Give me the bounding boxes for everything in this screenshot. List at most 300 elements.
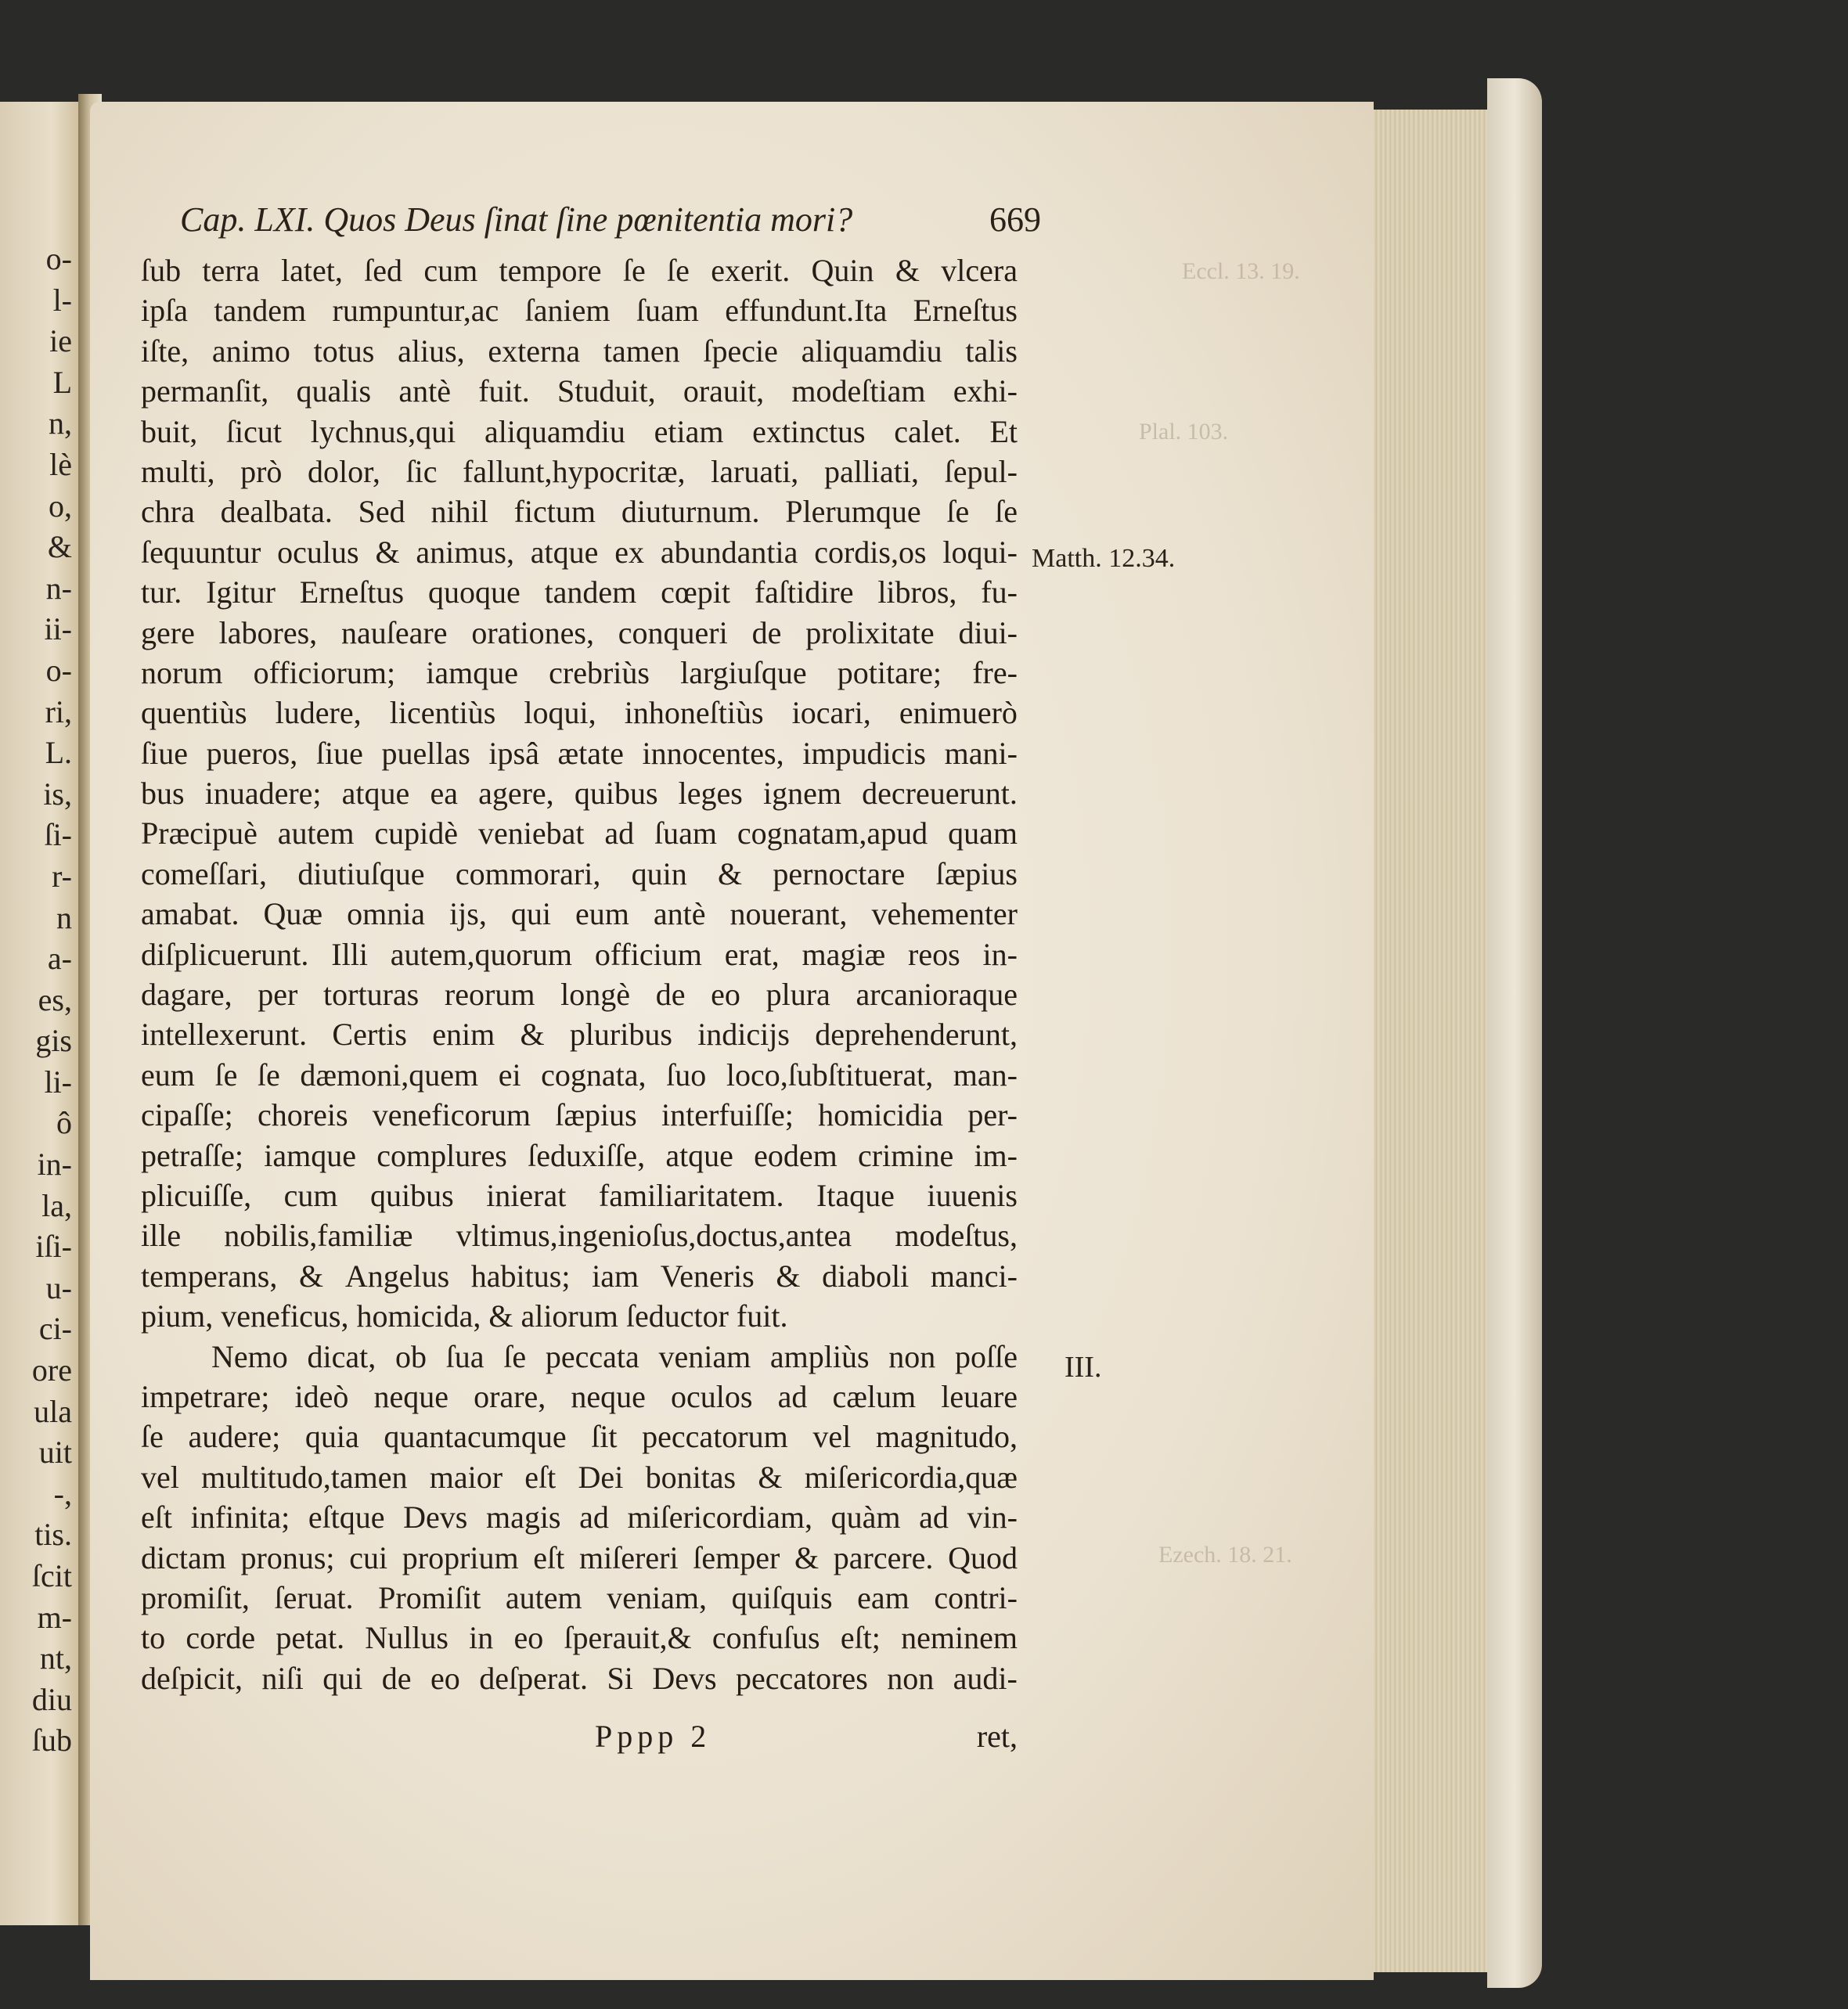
facing-page-fragment: L. xyxy=(45,735,72,771)
word: eſtque xyxy=(308,1500,385,1536)
word: neminem xyxy=(901,1620,1018,1656)
word: inhoneſtiùs xyxy=(624,695,764,731)
word: diaboli xyxy=(822,1258,910,1294)
word: diui- xyxy=(958,614,1018,650)
word: & xyxy=(794,1539,820,1575)
word: ſpecie xyxy=(703,333,778,369)
word: modeſtus, xyxy=(895,1218,1018,1254)
word: prò xyxy=(240,453,283,489)
word: cui xyxy=(349,1539,388,1575)
text-line xyxy=(141,974,1018,1014)
facing-page-fragment: nt, xyxy=(39,1640,72,1676)
word: permanſit, xyxy=(141,373,269,409)
word: ampliùs xyxy=(769,1338,870,1374)
facing-page-fragment: ſcit xyxy=(31,1558,72,1593)
word: ſicut xyxy=(225,413,283,449)
facing-page-fragment: is, xyxy=(43,776,72,812)
word: eſt; xyxy=(840,1620,881,1656)
signature-mark: Pppp 2 xyxy=(595,1719,711,1754)
word: veniebat xyxy=(477,815,585,851)
text-line xyxy=(141,572,1018,612)
word: ei xyxy=(498,1057,521,1093)
word: externa xyxy=(488,333,581,369)
word: rumpuntur,ac xyxy=(332,293,499,329)
word: orare, xyxy=(474,1378,546,1414)
word: quam xyxy=(948,815,1018,851)
word: ſe xyxy=(503,1338,527,1374)
word: Illi xyxy=(331,936,368,972)
word: terra xyxy=(202,253,260,288)
word: ſaniem xyxy=(524,293,611,329)
word: atque xyxy=(341,776,410,812)
word: antè xyxy=(398,373,451,409)
text-line xyxy=(141,1497,1018,1537)
word: confuſus xyxy=(711,1620,820,1656)
word: quantacumque xyxy=(384,1419,567,1455)
word: ipſa xyxy=(141,293,188,329)
word: autem xyxy=(505,1579,582,1615)
word: magis xyxy=(485,1500,561,1536)
text-line xyxy=(141,1417,1018,1456)
word: oculus xyxy=(277,534,359,570)
word: fu- xyxy=(981,574,1018,610)
facing-page-fragment: li- xyxy=(44,1064,72,1100)
word: Et xyxy=(989,413,1018,449)
word: ſeduxiſſe, xyxy=(528,1137,646,1173)
word: prolixitate xyxy=(805,614,935,650)
facing-page-fragment: in- xyxy=(37,1147,72,1183)
page-footer xyxy=(595,1718,1018,1765)
word: iuuenis xyxy=(927,1177,1018,1213)
word: multitudo,tamen xyxy=(201,1459,408,1495)
word: cognatam,apud xyxy=(737,815,928,851)
word: decreuerunt. xyxy=(862,776,1018,812)
word: Præcipuè xyxy=(141,815,258,851)
word: dictam xyxy=(141,1539,226,1575)
word: largiuſque xyxy=(680,654,807,690)
facing-page-fragment: es, xyxy=(38,981,72,1017)
word: audi- xyxy=(953,1660,1018,1696)
word: Angelus xyxy=(344,1258,450,1294)
word: petat. xyxy=(276,1620,345,1656)
text-line xyxy=(141,813,1018,853)
word: ſæpius xyxy=(935,855,1018,891)
word: inuadere; xyxy=(204,776,322,812)
word: magnitudo, xyxy=(875,1419,1018,1455)
word: iſte, xyxy=(141,333,189,369)
word: diſplicuerunt. xyxy=(141,936,309,972)
word: eodem xyxy=(754,1137,838,1173)
word: veniam xyxy=(658,1338,751,1374)
word: cœpit xyxy=(661,574,731,610)
word: officium xyxy=(594,936,702,972)
word: veneficorum xyxy=(372,1097,531,1133)
word: & xyxy=(758,1459,783,1495)
word: interfuiſſe; xyxy=(661,1097,794,1133)
word: dæmoni,quem xyxy=(300,1057,479,1093)
word: ipsâ xyxy=(488,735,539,771)
facing-page-fragment: iſi- xyxy=(35,1229,72,1265)
word: cordis,os xyxy=(814,534,927,570)
word: cupidè xyxy=(374,815,459,851)
word: agere, xyxy=(478,776,554,812)
word: pernoctare xyxy=(773,855,906,891)
word: torturas xyxy=(323,977,420,1013)
word: ſe xyxy=(214,1057,238,1093)
text-line xyxy=(141,1538,1018,1578)
word: cælum xyxy=(832,1378,917,1414)
word: Erneſtus xyxy=(299,574,405,610)
facing-page-fragment: ore xyxy=(31,1352,72,1388)
word: & xyxy=(375,534,400,570)
word: nouerant, xyxy=(729,896,848,932)
facing-page-fragment: ô xyxy=(56,1105,72,1141)
word: niſi xyxy=(261,1660,304,1696)
word: quia xyxy=(304,1419,359,1455)
word: faſtidire xyxy=(754,574,854,610)
word: ſequuntur xyxy=(141,534,261,570)
text-line xyxy=(141,1658,1018,1698)
word: etiam xyxy=(654,413,724,449)
word: quin xyxy=(631,855,687,891)
text-line xyxy=(141,934,1018,974)
facing-page-fragment: L xyxy=(52,364,72,400)
faint-margin-note: Ezech. 18. 21. xyxy=(1158,1542,1292,1568)
word: alius, xyxy=(398,333,465,369)
word: multi, xyxy=(141,453,215,489)
word: deſperat. xyxy=(479,1660,589,1696)
word: proprium xyxy=(402,1539,519,1575)
word: dicat, xyxy=(307,1338,376,1374)
word: quibus xyxy=(574,776,658,812)
word: loco,ſubſtituerat, xyxy=(726,1057,934,1093)
word: neque xyxy=(571,1378,646,1414)
word: vel xyxy=(812,1419,852,1455)
word: animus, xyxy=(416,534,514,570)
word: in xyxy=(469,1620,494,1656)
word: quiſquis xyxy=(731,1579,833,1615)
word: iam xyxy=(592,1258,639,1294)
word: Sed xyxy=(358,494,405,530)
word: totus xyxy=(313,333,375,369)
word: Itaque xyxy=(816,1177,895,1213)
word: effundunt.Ita xyxy=(725,293,888,329)
faint-margin-note: Plal. 103. xyxy=(1139,419,1229,445)
facing-page-edge xyxy=(0,102,86,1925)
word: petraſſe; xyxy=(141,1137,244,1173)
word: autem,quorum xyxy=(390,936,572,972)
word: & xyxy=(520,1017,545,1053)
word: reos xyxy=(908,936,960,972)
facing-page-fragment: a- xyxy=(47,941,72,977)
word: ad xyxy=(777,1378,808,1414)
word: cognata, xyxy=(541,1057,647,1093)
page-block-edges xyxy=(1362,110,1508,1972)
word: innocentes, xyxy=(642,735,784,771)
word: audere; xyxy=(188,1419,281,1455)
word: Plerumque xyxy=(785,494,921,530)
text-line xyxy=(141,1457,1018,1497)
text-line xyxy=(141,733,1018,773)
word: infinita; xyxy=(190,1500,290,1536)
word: vehementer xyxy=(871,896,1018,932)
word: Quæ xyxy=(263,896,323,932)
word: Promiſit xyxy=(378,1579,481,1615)
word: de xyxy=(381,1660,412,1696)
word: calet. xyxy=(894,413,961,449)
word: per xyxy=(258,977,298,1013)
facing-page-fragment: ri, xyxy=(45,693,72,729)
word: deſpicit, xyxy=(141,1660,243,1696)
word: impetrare; xyxy=(141,1378,270,1414)
word: de xyxy=(751,614,782,650)
word: eum xyxy=(141,1057,195,1093)
catchword: ret, xyxy=(976,1719,1018,1754)
word: loqui- xyxy=(942,534,1018,570)
word: Nullus xyxy=(365,1620,448,1656)
word: habitus; xyxy=(470,1258,571,1294)
word: qualis xyxy=(296,373,372,409)
word: ſuam xyxy=(654,815,718,851)
word: ſe xyxy=(667,253,690,288)
word: ſepul- xyxy=(944,453,1018,489)
cover-edge xyxy=(1487,78,1542,1988)
word: cum xyxy=(423,253,478,288)
text-line xyxy=(141,1578,1018,1618)
body-text xyxy=(141,250,1018,1698)
facing-page-fragment: gis xyxy=(35,1023,72,1059)
word: vin- xyxy=(967,1500,1018,1536)
word: & xyxy=(299,1258,324,1294)
word: ſit xyxy=(591,1419,618,1455)
word: iocari, xyxy=(791,695,871,731)
word: quentiùs xyxy=(141,695,247,731)
word: modeſtiam xyxy=(791,373,926,409)
word: Erneſtus xyxy=(913,293,1018,329)
text-line xyxy=(141,894,1018,934)
word: reorum xyxy=(444,977,535,1013)
word: fictum xyxy=(513,494,596,530)
text-line xyxy=(141,1618,1018,1658)
facing-page-fragment: u- xyxy=(45,1269,72,1305)
word: de xyxy=(655,977,686,1013)
facing-page-fragment: o- xyxy=(45,652,72,688)
word: ſub xyxy=(141,253,182,288)
facing-page-fragment: tis. xyxy=(34,1517,72,1553)
word: ſic xyxy=(405,453,438,489)
word: quibus xyxy=(369,1177,454,1213)
word: comeſſari, xyxy=(141,855,268,891)
word: ea xyxy=(430,776,458,812)
text-line xyxy=(141,1176,1018,1215)
word: licentiùs xyxy=(389,695,496,731)
word: crebriùs xyxy=(549,654,650,690)
word: gere xyxy=(141,614,195,650)
word: poſſe xyxy=(955,1338,1018,1374)
word: pronus; xyxy=(240,1539,335,1575)
word: plura xyxy=(765,977,830,1013)
word: palliati, xyxy=(823,453,920,489)
facing-page-fragment: ie xyxy=(49,323,72,359)
word: quoque xyxy=(427,574,521,610)
word: dealbata. xyxy=(220,494,333,530)
text-line xyxy=(141,1014,1018,1054)
word: promiſit, xyxy=(141,1579,250,1615)
word: chra xyxy=(141,494,195,530)
word: mani- xyxy=(944,735,1018,771)
word: Studuit, xyxy=(557,373,656,409)
word: ſeruat. xyxy=(274,1579,354,1615)
word: tur. xyxy=(141,574,182,610)
word: bonitas xyxy=(645,1459,737,1495)
word: qui xyxy=(510,896,551,932)
word: deprehenderunt, xyxy=(815,1017,1018,1053)
text-line xyxy=(141,1095,1018,1135)
text-line xyxy=(141,452,1018,491)
facing-page-fragment: r- xyxy=(52,858,72,894)
word: eſt xyxy=(141,1500,172,1536)
page-number: 669 xyxy=(989,200,1041,239)
facing-page-fragment: diu xyxy=(31,1681,72,1717)
section-marker: III. xyxy=(1064,1351,1102,1384)
word: vlcera xyxy=(941,253,1018,288)
word: nauſeare xyxy=(341,614,448,650)
word: plicuiſſe, xyxy=(141,1177,252,1213)
word: atque xyxy=(665,1137,733,1173)
word: dagare, xyxy=(141,977,232,1013)
word: fallunt,hypocritæ, xyxy=(463,453,686,489)
word: ſe xyxy=(995,494,1018,530)
word: norum xyxy=(141,654,223,690)
word: potitare; xyxy=(837,654,942,690)
faint-margin-note: Eccl. 13. 19. xyxy=(1182,258,1300,284)
word: nihil xyxy=(430,494,488,530)
word: eo xyxy=(711,977,740,1013)
word: conqueri xyxy=(618,614,728,650)
word: longè xyxy=(560,977,630,1013)
word: Devs xyxy=(403,1500,468,1536)
word: miſericordiam, xyxy=(627,1500,813,1536)
word: quàm xyxy=(830,1500,901,1536)
word: inierat xyxy=(486,1177,567,1213)
word: puellas xyxy=(381,735,470,771)
word: vltimus,ingenioſus,doctus,antea xyxy=(456,1218,852,1254)
text-line xyxy=(141,653,1018,693)
word: corde xyxy=(186,1620,256,1656)
word: temperans, xyxy=(141,1258,278,1294)
facing-page-fragment: ula xyxy=(34,1393,72,1429)
facing-page-fragment: o- xyxy=(45,241,72,276)
word: iamque xyxy=(264,1137,357,1173)
text-line xyxy=(141,693,1018,733)
word: exhi- xyxy=(953,373,1018,409)
word: bus xyxy=(141,776,185,812)
word: ætate xyxy=(557,735,624,771)
facing-page-fragment: o, xyxy=(49,488,72,524)
word: ſuo xyxy=(666,1057,707,1093)
word: peccatores xyxy=(735,1660,868,1696)
word: Devs xyxy=(652,1660,717,1696)
word: peccatorum xyxy=(642,1419,788,1455)
word: diuturnum. xyxy=(621,494,760,530)
text-line xyxy=(141,1256,1018,1296)
word: eo xyxy=(513,1620,544,1656)
word: extinctus xyxy=(752,413,866,449)
word: orationes, xyxy=(471,614,594,650)
text-line xyxy=(141,250,1018,290)
word: latet, xyxy=(280,253,343,288)
facing-page-fragment: n xyxy=(56,899,72,935)
word: ad xyxy=(919,1500,949,1536)
word: ob xyxy=(394,1338,427,1374)
word: to xyxy=(141,1620,166,1656)
text-line xyxy=(141,854,1018,894)
word: eam xyxy=(857,1579,910,1615)
word: ſæpius xyxy=(555,1097,637,1133)
facing-page-fragment: ſi- xyxy=(44,817,72,853)
word: per- xyxy=(967,1097,1018,1133)
word: Quin xyxy=(811,253,874,288)
word: ignem xyxy=(762,776,841,812)
word: familiaritatem. xyxy=(598,1177,784,1213)
word: ludere, xyxy=(275,695,362,731)
word: omnia xyxy=(347,896,426,932)
word: ſe xyxy=(141,1419,164,1455)
word: ex xyxy=(614,534,645,570)
margin-reference-matth: Matth. 12.34. xyxy=(1032,544,1176,573)
text-line xyxy=(141,412,1018,452)
word: enim xyxy=(432,1017,495,1053)
text-line xyxy=(141,290,1018,330)
word: impudicis xyxy=(802,735,926,771)
word: dolor, xyxy=(308,453,380,489)
word: commorari, xyxy=(455,855,601,891)
word: cum xyxy=(283,1177,338,1213)
word: lychnus,qui xyxy=(310,413,456,449)
word: Dei xyxy=(578,1459,624,1495)
facing-page-fragment: n, xyxy=(49,405,72,441)
word: autem xyxy=(277,815,355,851)
text-line xyxy=(141,1337,1018,1377)
facing-page-fragment: lè xyxy=(49,446,72,482)
text-line xyxy=(141,773,1018,813)
word: aliquamdiu xyxy=(484,413,625,449)
text-line xyxy=(141,1136,1018,1176)
word: tandem xyxy=(214,293,307,329)
word: ſuam xyxy=(636,293,699,329)
word: intellexerunt. xyxy=(141,1017,308,1053)
word: ſemper xyxy=(693,1539,780,1575)
word: ſperauit,& xyxy=(564,1620,692,1656)
word: Veneris xyxy=(660,1258,755,1294)
word: officiorum; xyxy=(253,654,396,690)
word: atque xyxy=(530,534,599,570)
word: in- xyxy=(982,936,1018,972)
word: ad xyxy=(579,1500,609,1536)
facing-page-fragment: & xyxy=(47,529,72,565)
text-line xyxy=(141,1055,1018,1095)
word: ſe xyxy=(946,494,970,530)
word: eum xyxy=(575,896,629,932)
word: pluribus xyxy=(569,1017,672,1053)
facing-page-fragment: m- xyxy=(37,1599,72,1635)
word: & xyxy=(776,1258,801,1294)
word: crimine xyxy=(858,1137,954,1173)
word: ſiue xyxy=(141,735,188,771)
word: man- xyxy=(953,1057,1018,1093)
word: antè xyxy=(653,896,706,932)
word: ſiue xyxy=(315,735,363,771)
